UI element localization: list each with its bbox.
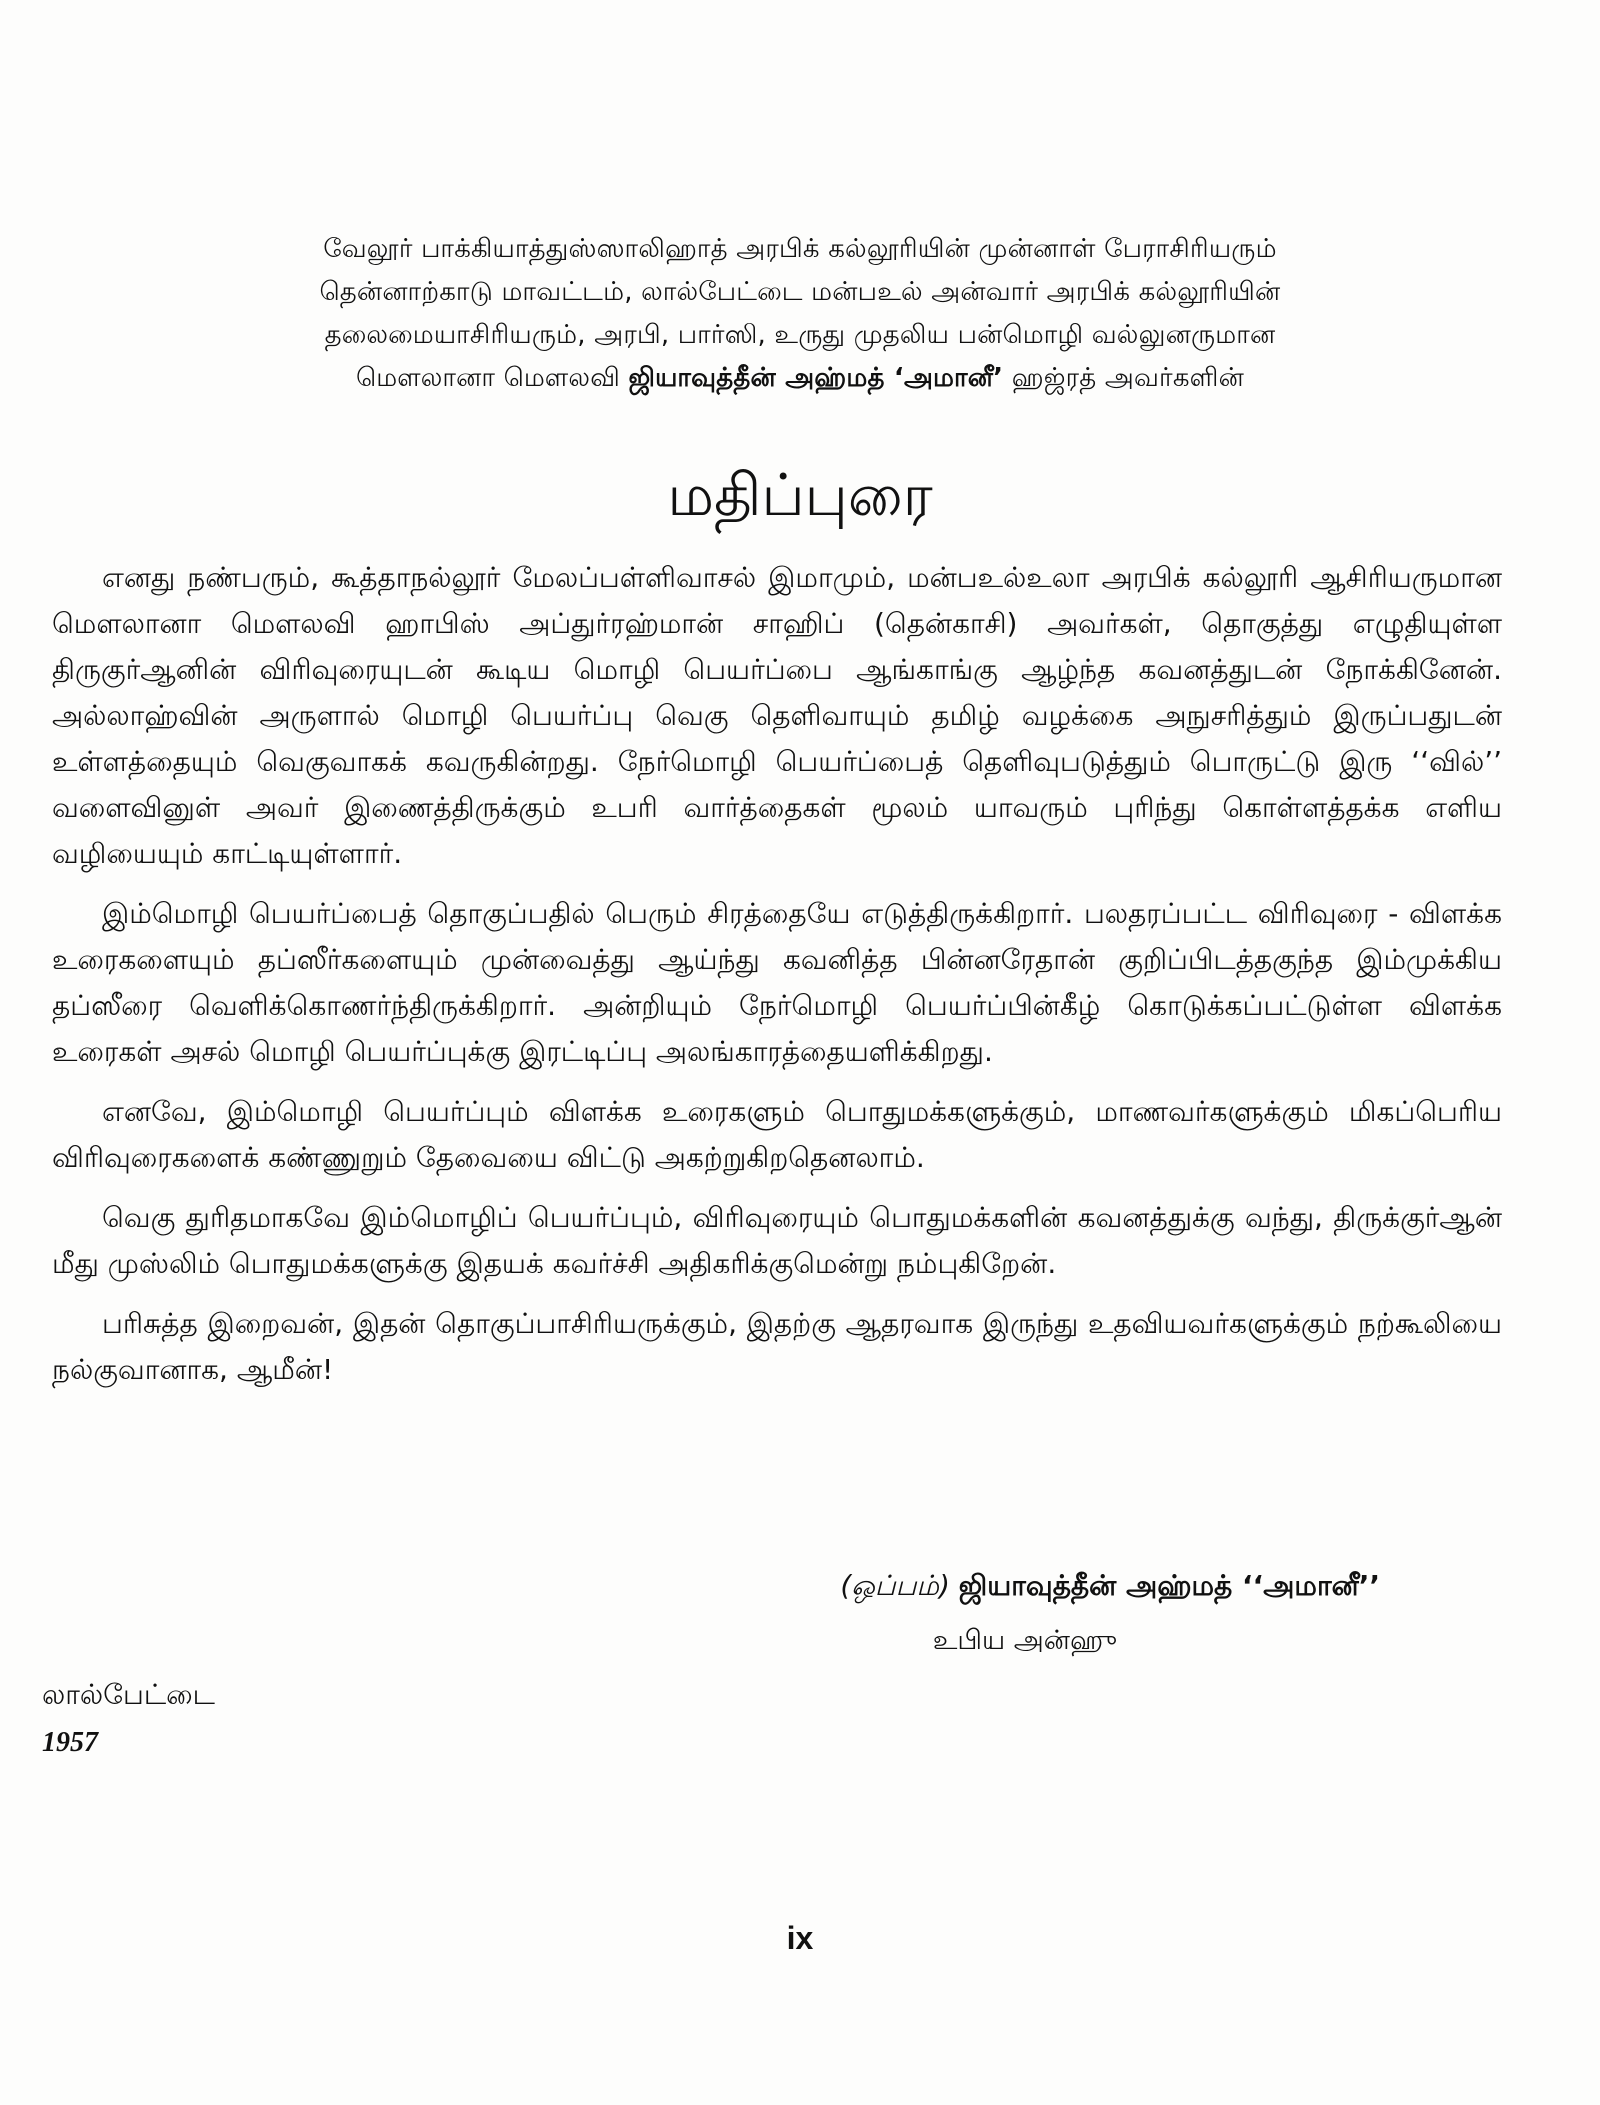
- place-name: லால்பேட்டை: [42, 1678, 215, 1711]
- header-line-2: தென்னாற்காடு மாவட்டம், லால்பேட்டை மன்பஉல் அன்வார் அரபிக் கல்லூரியின்: [319, 277, 1281, 307]
- signature-line: [600, 1563, 1380, 1609]
- header-author-name: ஜியாவுத்தீன் அஹ்மத் ‘அமானீ’: [628, 363, 1004, 393]
- paragraph: எனது நண்பரும், கூத்தாநல்லூர் மேலப்பள்ளிவாசல் இமாமும், மன்பஉல்உலா அரபிக் கல்லூரி ஆசிரியருமான மௌலானா மௌலவி ஹாபிஸ் அப்துர்ரஹ்மான் சாஹிப் (தென்காசி) அவர்கள், தொகுத்து எழுதியுள்ள திருகுர்ஆனின் விரிவுரையுடன் கூடிய மொழி பெயர்ப்பை ஆங்காங்கு ஆழ்ந்த கவனத்துடன் நோக்கினேன். அல்லாஹ்வின் அருளால் மொழி பெயர்ப்பு வெகு தெளிவாயும் தமிழ் வழக்கை அநுசரித்தும் இருப்பதுடன் உள்ளத்தையும் வெகுவாகக் கவருகின்றது. நேர்மொழி பெயர்ப்பைத் தெளிவுபடுத்தும் பொருட்டு இரு ‘‘வில்’’ வளைவினுள் அவர் இணைத்திருக்கும் உபரி வார்த்தைகள் மூலம் யாவரும் புரிந்து கொள்ளத்தக்க எளிய வழியையும் காட்டியுள்ளார்.: [52, 561, 1502, 870]
- review-body: [52, 555, 1502, 1407]
- signature-label: (ஒப்பம்): [840, 1569, 950, 1602]
- signature-name: ஜியாவுத்தீன் அஹ்மத் ‘‘அமானீ’’: [958, 1569, 1380, 1602]
- paragraph: பரிசுத்த இறைவன், இதன் தொகுப்பாசிரியருக்கும், இதற்கு ஆதரவாக இருந்து உதவியவர்களுக்கும் நற்கூலியை நல்குவானாக, ஆமீன்!: [52, 1307, 1502, 1386]
- paragraph: இம்மொழி பெயர்ப்பைத் தொகுப்பதில் பெரும் சிரத்தையே எடுத்திருக்கிறார். பலதரப்பட்ட விரிவுரை - விளக்க உரைகளையும் தப்ஸீர்களையும் முன்வைத்து ஆய்ந்து கவனித்த பின்னரேதான் குறிப்பிடத்தகுந்த இம்முக்கிய தப்ஸீரை வெளிக்கொணர்ந்திருக்கிறார். அன்றியும் நேர்மொழி பெயர்ப்பின்கீழ் கொடுக்கப்பட்டுள்ள விளக்க உரைகள் அசல் மொழி பெயர்ப்புக்கு இரட்டிப்பு அலங்காரத்தையளிக்கிறது.: [52, 897, 1502, 1068]
- header-honorific: மௌலானா மௌலவி: [355, 363, 620, 393]
- header-line-1: வேலூர் பாக்கியாத்துஸ்ஸாலிஹாத் அரபிக் கல்லூரியின் முன்னாள் பேராசிரியரும்: [323, 234, 1277, 264]
- page-number: ix: [786, 1920, 814, 1956]
- page-title: மதிப்புரை: [667, 461, 933, 529]
- year: 1957: [42, 1727, 98, 1758]
- header-suffix: ஹஜ்ரத் அவர்களின்: [1011, 363, 1245, 393]
- signature-designation: உபிய அன்ஹு: [932, 1625, 1118, 1656]
- paragraph: எனவே, இம்மொழி பெயர்ப்பும் விளக்க உரைகளும் பொதுமக்களுக்கும், மாணவர்களுக்கும் மிகப்பெரிய விரிவுரைகளைக் கண்ணுறும் தேவையை விட்டு அகற்றுகிறதெனலாம்.: [52, 1095, 1502, 1174]
- intro-header: [150, 228, 1450, 400]
- paragraph: வெகு துரிதமாகவே இம்மொழிப் பெயர்ப்பும், விரிவுரையும் பொதுமக்களின் கவனத்துக்கு வந்து, திருக்குர்ஆன் மீது முஸ்லிம் பொதுமக்களுக்கு இதயக் கவர்ச்சி அதிகரிக்குமென்று நம்புகிறேன்.: [52, 1201, 1502, 1280]
- header-line-3: தலைமையாசிரியரும், அரபி, பார்ஸி, உருது முதலிய பன்மொழி வல்லுனருமான: [324, 320, 1276, 350]
- header-line-4: [150, 357, 1450, 400]
